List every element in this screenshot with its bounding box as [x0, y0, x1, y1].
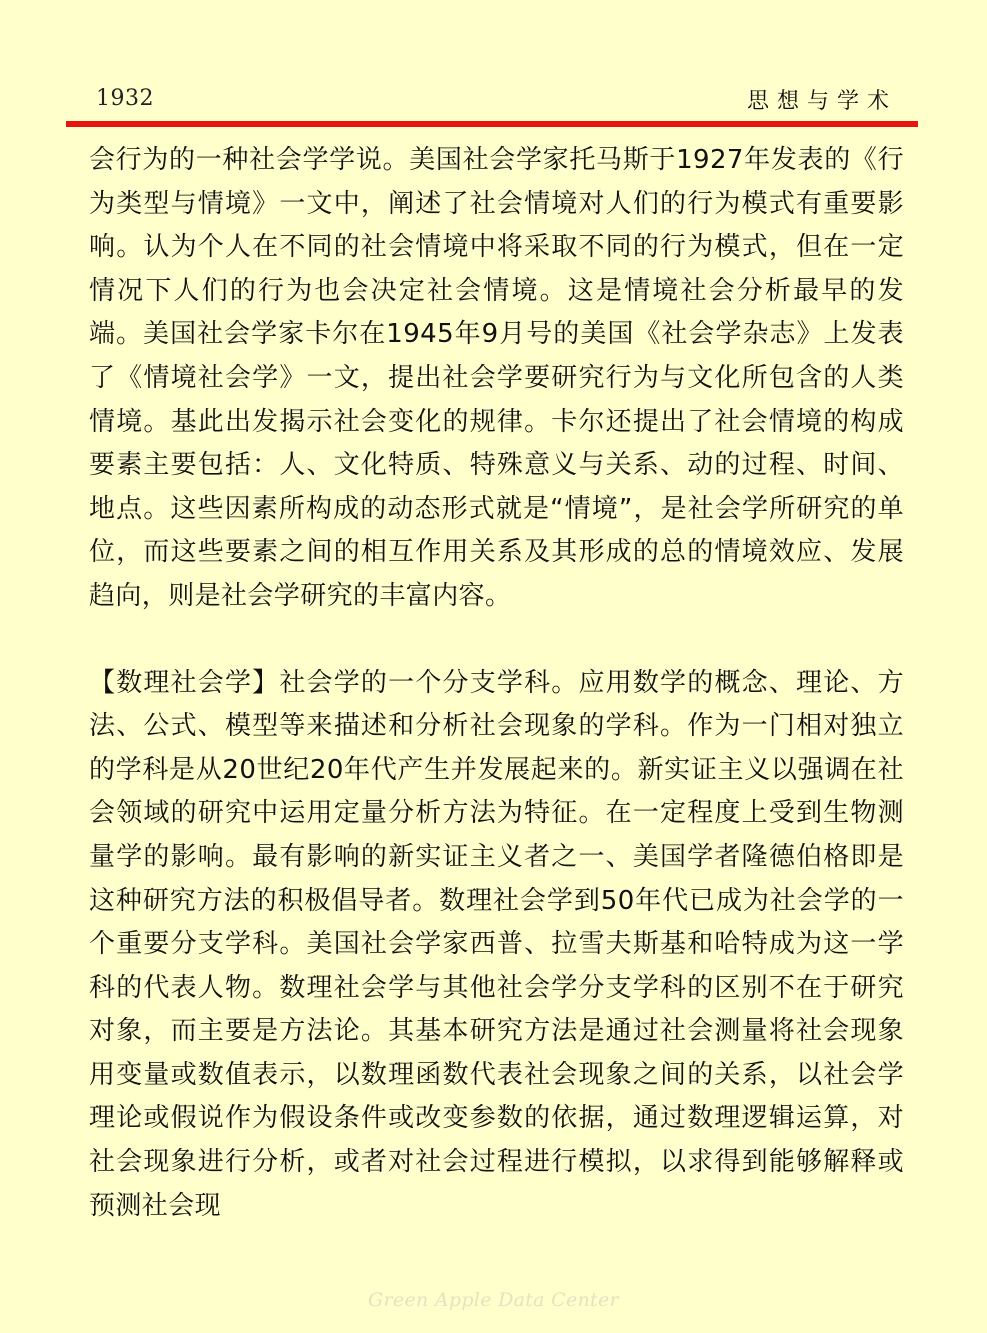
header-rule — [66, 121, 918, 127]
watermark: Green Apple Data Center — [368, 1289, 619, 1311]
entry-body: 社会学的一个分支学科。应用数学的概念、理论、方法、公式、模型等来描述和分析社会现象的学科。作为一门相对独立的学科是从20世纪20年代产生并发展起来的。新实证主义以强调在社会领域的研究中运用定量分析方法为特征。在一定程度上受到生物测量学的影响。最有影响的新实证主义者之一、美国学者隆德伯格即是这种研究方法的积极倡导者。数理社会学到50年代已成为社会学的一个重要分支学科。美国社会学家西普、拉雪夫斯基和哈特成为这一学科的代表人物。数理社会学与其他社会学分支学科的区别不在于研究对象，而主要是方法论。其基本研究方法是通过社会测量将社会现象用变量或数值表示，以数理函数代表社会现象之间的关系，以社会学理论或假说作为假设条件或改变参数的依据，通过数理逻辑运算，对社会现象进行分析，或者对社会过程进行模拟，以求得到能够解释或预测社会现 — [89, 667, 904, 1221]
paragraph-mathematical-sociology — [89, 662, 904, 1229]
entry-term: 【数理社会学】 — [89, 667, 280, 698]
page-number: 1932 — [96, 86, 154, 111]
article-body — [89, 139, 904, 1228]
section-title: 思想与学术 — [746, 89, 897, 114]
paragraph-situational-sociology: 会行为的一种社会学学说。美国社会学家托马斯于1927年发表的《行为类型与情境》一文中，阐述了社会情境对人们的行为模式有重要影响。认为个人在不同的社会情境中将采取不同的行为模式，但在一定情况下人们的行为也会决定社会情境。这是情境社会分析最早的发端。美国社会学家卡尔在1945年9月号的美国《社会学杂志》上发表了《情境社会学》一文，提出社会学要研究行为与文化所包含的人类情境。基此出发揭示社会变化的规律。卡尔还提出了社会情境的构成要素主要包括：人、文化特质、特殊意义与关系、动的过程、时间、地点。这些因素所构成的动态形式就是“情境”，是社会学所研究的单位，而这些要素之间的相互作用关系及其形成的总的情境效应、发展趋向，则是社会学研究的丰富内容。 — [89, 145, 904, 611]
